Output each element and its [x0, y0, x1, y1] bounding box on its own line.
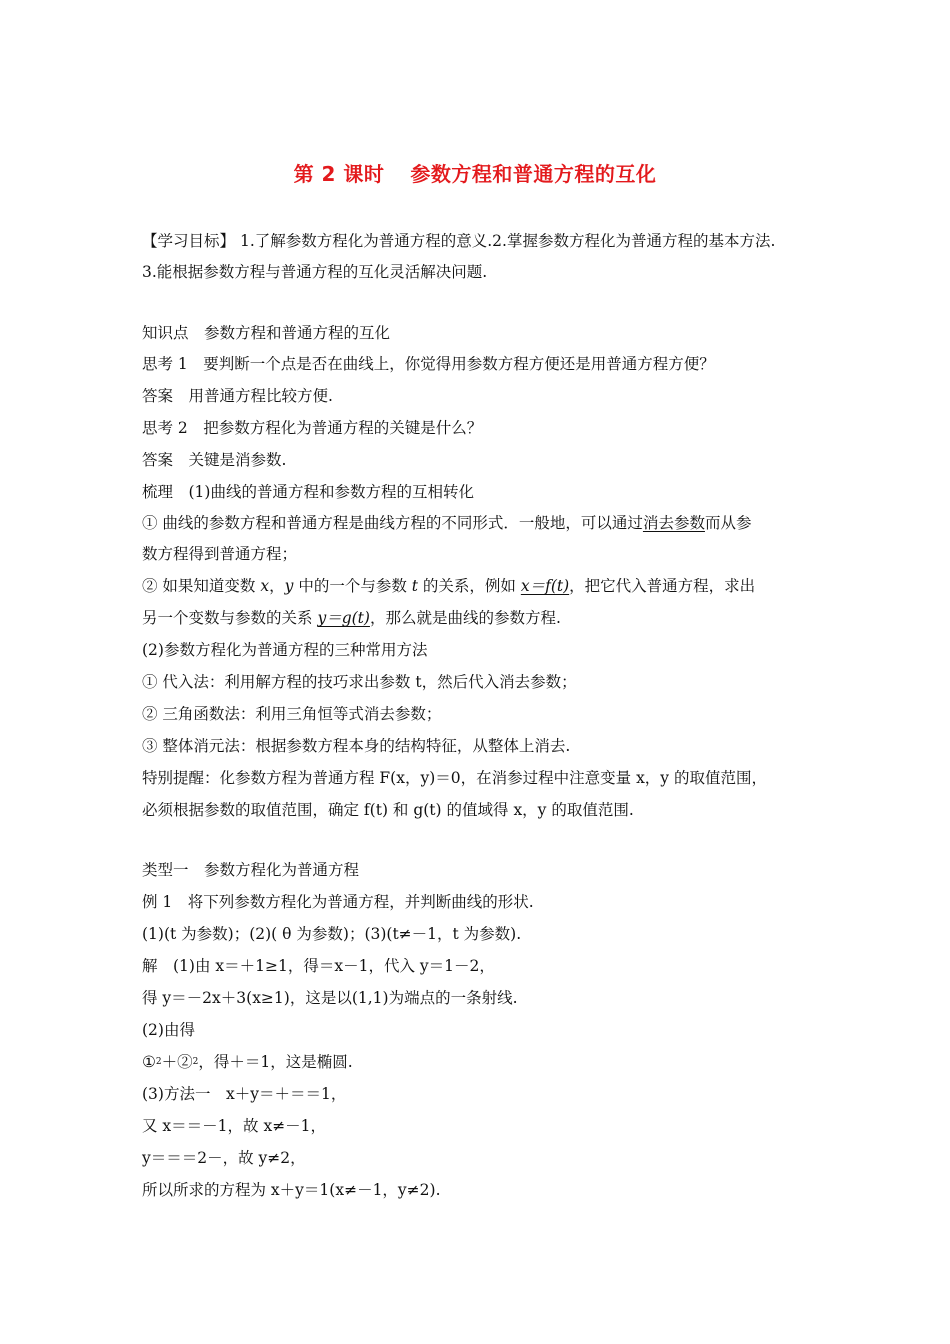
- method-3: ③ 整体消元法：根据参数方程本身的结构特征，从整体上消去.: [142, 737, 571, 755]
- example-1-parts: (1)(t 为参数)；(2)( θ 为参数)；(3)(t≠－1，t 为参数).: [142, 925, 522, 943]
- objectives-line-2: 3.能根据参数方程与普通方程的互化灵活解决问题.: [142, 263, 488, 281]
- ellipse-result: ，得＋＝1，这是椭圆.: [198, 1053, 353, 1071]
- solution-line-5: (3)方法一 x＋y＝＋＝＝1，: [142, 1085, 347, 1103]
- point-2-text: ② 如果知道变数: [142, 577, 261, 595]
- think-2: 思考 2 把参数方程化为普通方程的关键是什么？: [142, 419, 483, 437]
- solution-line-2: 得 y＝－2x＋3(x≥1)，这是以(1,1)为端点的一条射线.: [142, 989, 518, 1007]
- solution-line-1: 解 (1)由 x＝＋1≥1，得＝x－1，代入 y＝1－2，: [142, 957, 495, 975]
- point-2-line-2: [142, 608, 561, 628]
- special-note-1: 特别提醒：化参数方程为普通方程 F(x，y)＝0，在消参过程中注意变量 x，y 的取值范围，: [142, 769, 767, 787]
- think-1: 思考 1 要判断一个点是否在曲线上，你觉得用参数方程方便还是用普通方程方便？: [142, 355, 715, 373]
- knowledge-heading: 知识点 参数方程和普通方程的互化: [142, 324, 391, 342]
- x-equals-f-t-blank: x＝f(t): [520, 577, 570, 595]
- point-2b-text: 另一个变数与参数的关系: [142, 609, 318, 627]
- point-1-text: ① 曲线的参数方程和普通方程是曲线方程的不同形式．一般地，可以通过: [142, 514, 643, 532]
- answer-2: 答案 关键是消参数.: [142, 451, 287, 469]
- methods-title: (2)参数方程化为普通方程的三种常用方法: [142, 641, 428, 659]
- solution-line-7: y＝＝＝2－，故 y≠2，: [142, 1149, 306, 1167]
- answer-1: 答案 用普通方程比较方便.: [142, 387, 333, 405]
- objectives-text-1: 1.了解参数方程化为普通方程的意义.2.掌握参数方程化为普通方程的基本方法.: [239, 232, 776, 250]
- example-1: 例 1 将下列参数方程化为普通方程，并判断曲线的形状.: [142, 893, 534, 911]
- point-2-line-1: [142, 576, 755, 596]
- lesson-topic: 参数方程和普通方程的互化: [410, 162, 657, 186]
- objectives-line-1: [142, 231, 775, 251]
- eliminate-parameter-blank: 消去参数: [642, 514, 705, 532]
- objectives-label: 【学习目标】: [142, 232, 236, 250]
- special-note-2: 必须根据参数的取值范围，确定 f(t) 和 g(t) 的值域得 x，y 的取值范围.: [142, 801, 634, 819]
- var-y: y: [284, 577, 294, 595]
- method-1: ① 代入法：利用解方程的技巧求出参数 t，然后代入消去参数；: [142, 673, 577, 691]
- point-2b-end: ，那么就是曲线的参数方程.: [369, 609, 561, 627]
- var-t: t: [411, 577, 418, 595]
- plus-circled-two: ＋②: [161, 1053, 193, 1071]
- solution-line-6: 又 x＝＝－1，故 x≠－1，: [142, 1117, 327, 1135]
- point-1-line-1: [142, 513, 751, 533]
- point-2-mid2: 的关系，例如: [417, 577, 521, 595]
- var-x: x: [260, 577, 270, 595]
- type-1-heading: 类型一 参数方程化为普通方程: [142, 861, 360, 879]
- y-equals-g-t-blank: y＝g(t): [317, 609, 370, 627]
- lesson-number: 第 2 课时: [293, 162, 385, 186]
- solution-line-8: 所以所求的方程为 x＋y＝1(x≠－1，y≠2).: [142, 1181, 441, 1199]
- point-2-mid: 中的一个与参数: [293, 577, 412, 595]
- superscript-2: 2: [155, 1057, 162, 1067]
- solution-line-3: (2)由得: [142, 1021, 195, 1039]
- superscript-2b: 2: [192, 1057, 199, 1067]
- summary-heading: 梳理 (1)曲线的普通方程和参数方程的互相转化: [142, 483, 474, 501]
- point-1-text-end: 而从参: [704, 514, 752, 532]
- separator: ，: [269, 577, 285, 595]
- point-1-line-2: 数方程得到普通方程；: [142, 545, 298, 563]
- page-title: [0, 158, 950, 187]
- solution-line-4: [142, 1052, 353, 1072]
- method-2: ② 三角函数法：利用三角恒等式消去参数；: [142, 705, 442, 723]
- circled-one: ①: [142, 1053, 156, 1071]
- point-2-end: ，把它代入普通方程，求出: [569, 577, 756, 595]
